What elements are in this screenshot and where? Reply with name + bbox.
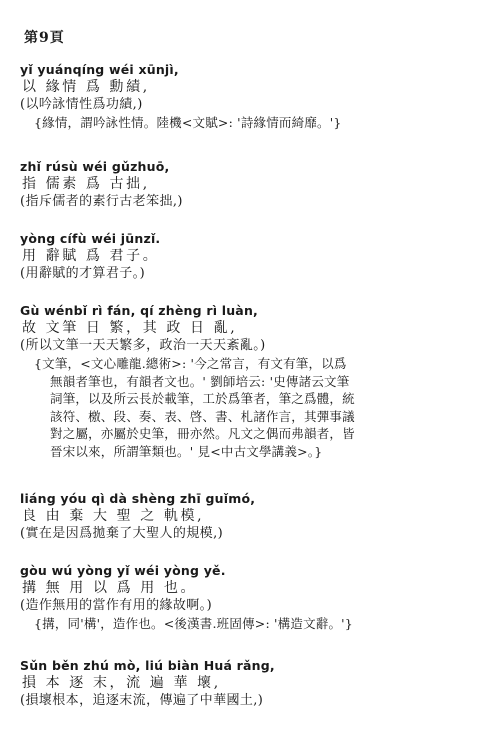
annotation-note [34,114,490,132]
page-number: 第9頁 [24,30,65,46]
chinese-line: 搆 無 用 以 爲 用 也。 [22,580,198,596]
translation-line: (用辭賦的才算君子。) [20,266,146,281]
pinyin-line: yǐ yuánqíng wéi xūnjì, [20,62,179,77]
translation-line: (造作無用的當作有用的緣故啊。) [20,598,213,613]
note-line: 無韻者筆也，有韻者文也。' 劉師培云: '史傳諸云文筆 [50,373,350,389]
pinyin-line: liáng yóu qì dà shèng zhī guǐmó, [20,491,256,506]
annotation-note [34,355,490,460]
chinese-line: 故 文筆 日 繁，其 政 日 亂, [22,320,238,336]
verse-entry [20,61,490,132]
note-line: 晉宋以來，所謂筆類也。' 見<中古文學講義>。} [50,443,323,459]
chinese-line: 損 本 逐 末，流 遍 華 壞, [22,675,221,691]
pinyin-line: gòu wú yòng yǐ wéi yòng yě. [20,563,226,578]
chinese-line: 指 儒素 爲 古拙, [22,176,150,192]
verse-entry [20,562,490,633]
translation-line: (損壞根本，追逐末流，傳遍了中華國土,) [20,693,264,708]
verse-entry [20,158,490,211]
pinyin-line: Sǔn běn zhú mò, liú biàn Huá rǎng, [20,658,275,673]
annotation-note [34,615,490,633]
chinese-line: 良 由 棄 大 聖 之 軌模, [22,508,205,524]
verse-entry [20,657,490,710]
verse-entry [20,302,490,460]
pinyin-line: yòng cífù wéi jūnzǐ. [20,231,161,246]
translation-line: (實在是因爲拋棄了大聖人的規模,) [20,526,224,541]
verse-entry [20,230,490,283]
verse-entry [20,490,490,543]
translation-line: (指斥儒者的素行古老笨拙,) [20,194,183,209]
note-line: 該符、檄、段、奏、表、啓、書、札諸作言，其彈事議 [50,408,355,424]
translation-line: (所以文筆一天天繁多，政治一天天紊亂。) [20,338,266,353]
chinese-line: 用 辭賦 爲 君子。 [22,248,160,264]
note-line: 詞筆，以及所云長於載筆，工於爲筆者，筆之爲體，統 [50,391,355,406]
note-line: 對之屬，亦屬於史筆，冊亦然。凡文之偶而弗韻者，皆 [50,426,355,441]
note-line: {文筆，<文心雕龍.總術>: '今之常言，有文有筆，以爲 [34,356,347,371]
note-line: {緣情，謂吟詠性情。陸機<文賦>: '詩緣情而綺靡。'} [34,115,342,130]
note-line: {搆，同'構'，造作也。<後漢書.班固傳>: '構造文辭。'} [34,616,353,631]
pinyin-line: Gù wénbǐ rì fán, qí zhèng rì luàn, [20,303,258,318]
translation-line: (以吟詠情性爲功績,) [20,97,143,112]
pinyin-line: zhǐ rúsù wéi gǔzhuō, [20,159,170,174]
chinese-line: 以 緣情 爲 勳績, [22,79,150,95]
